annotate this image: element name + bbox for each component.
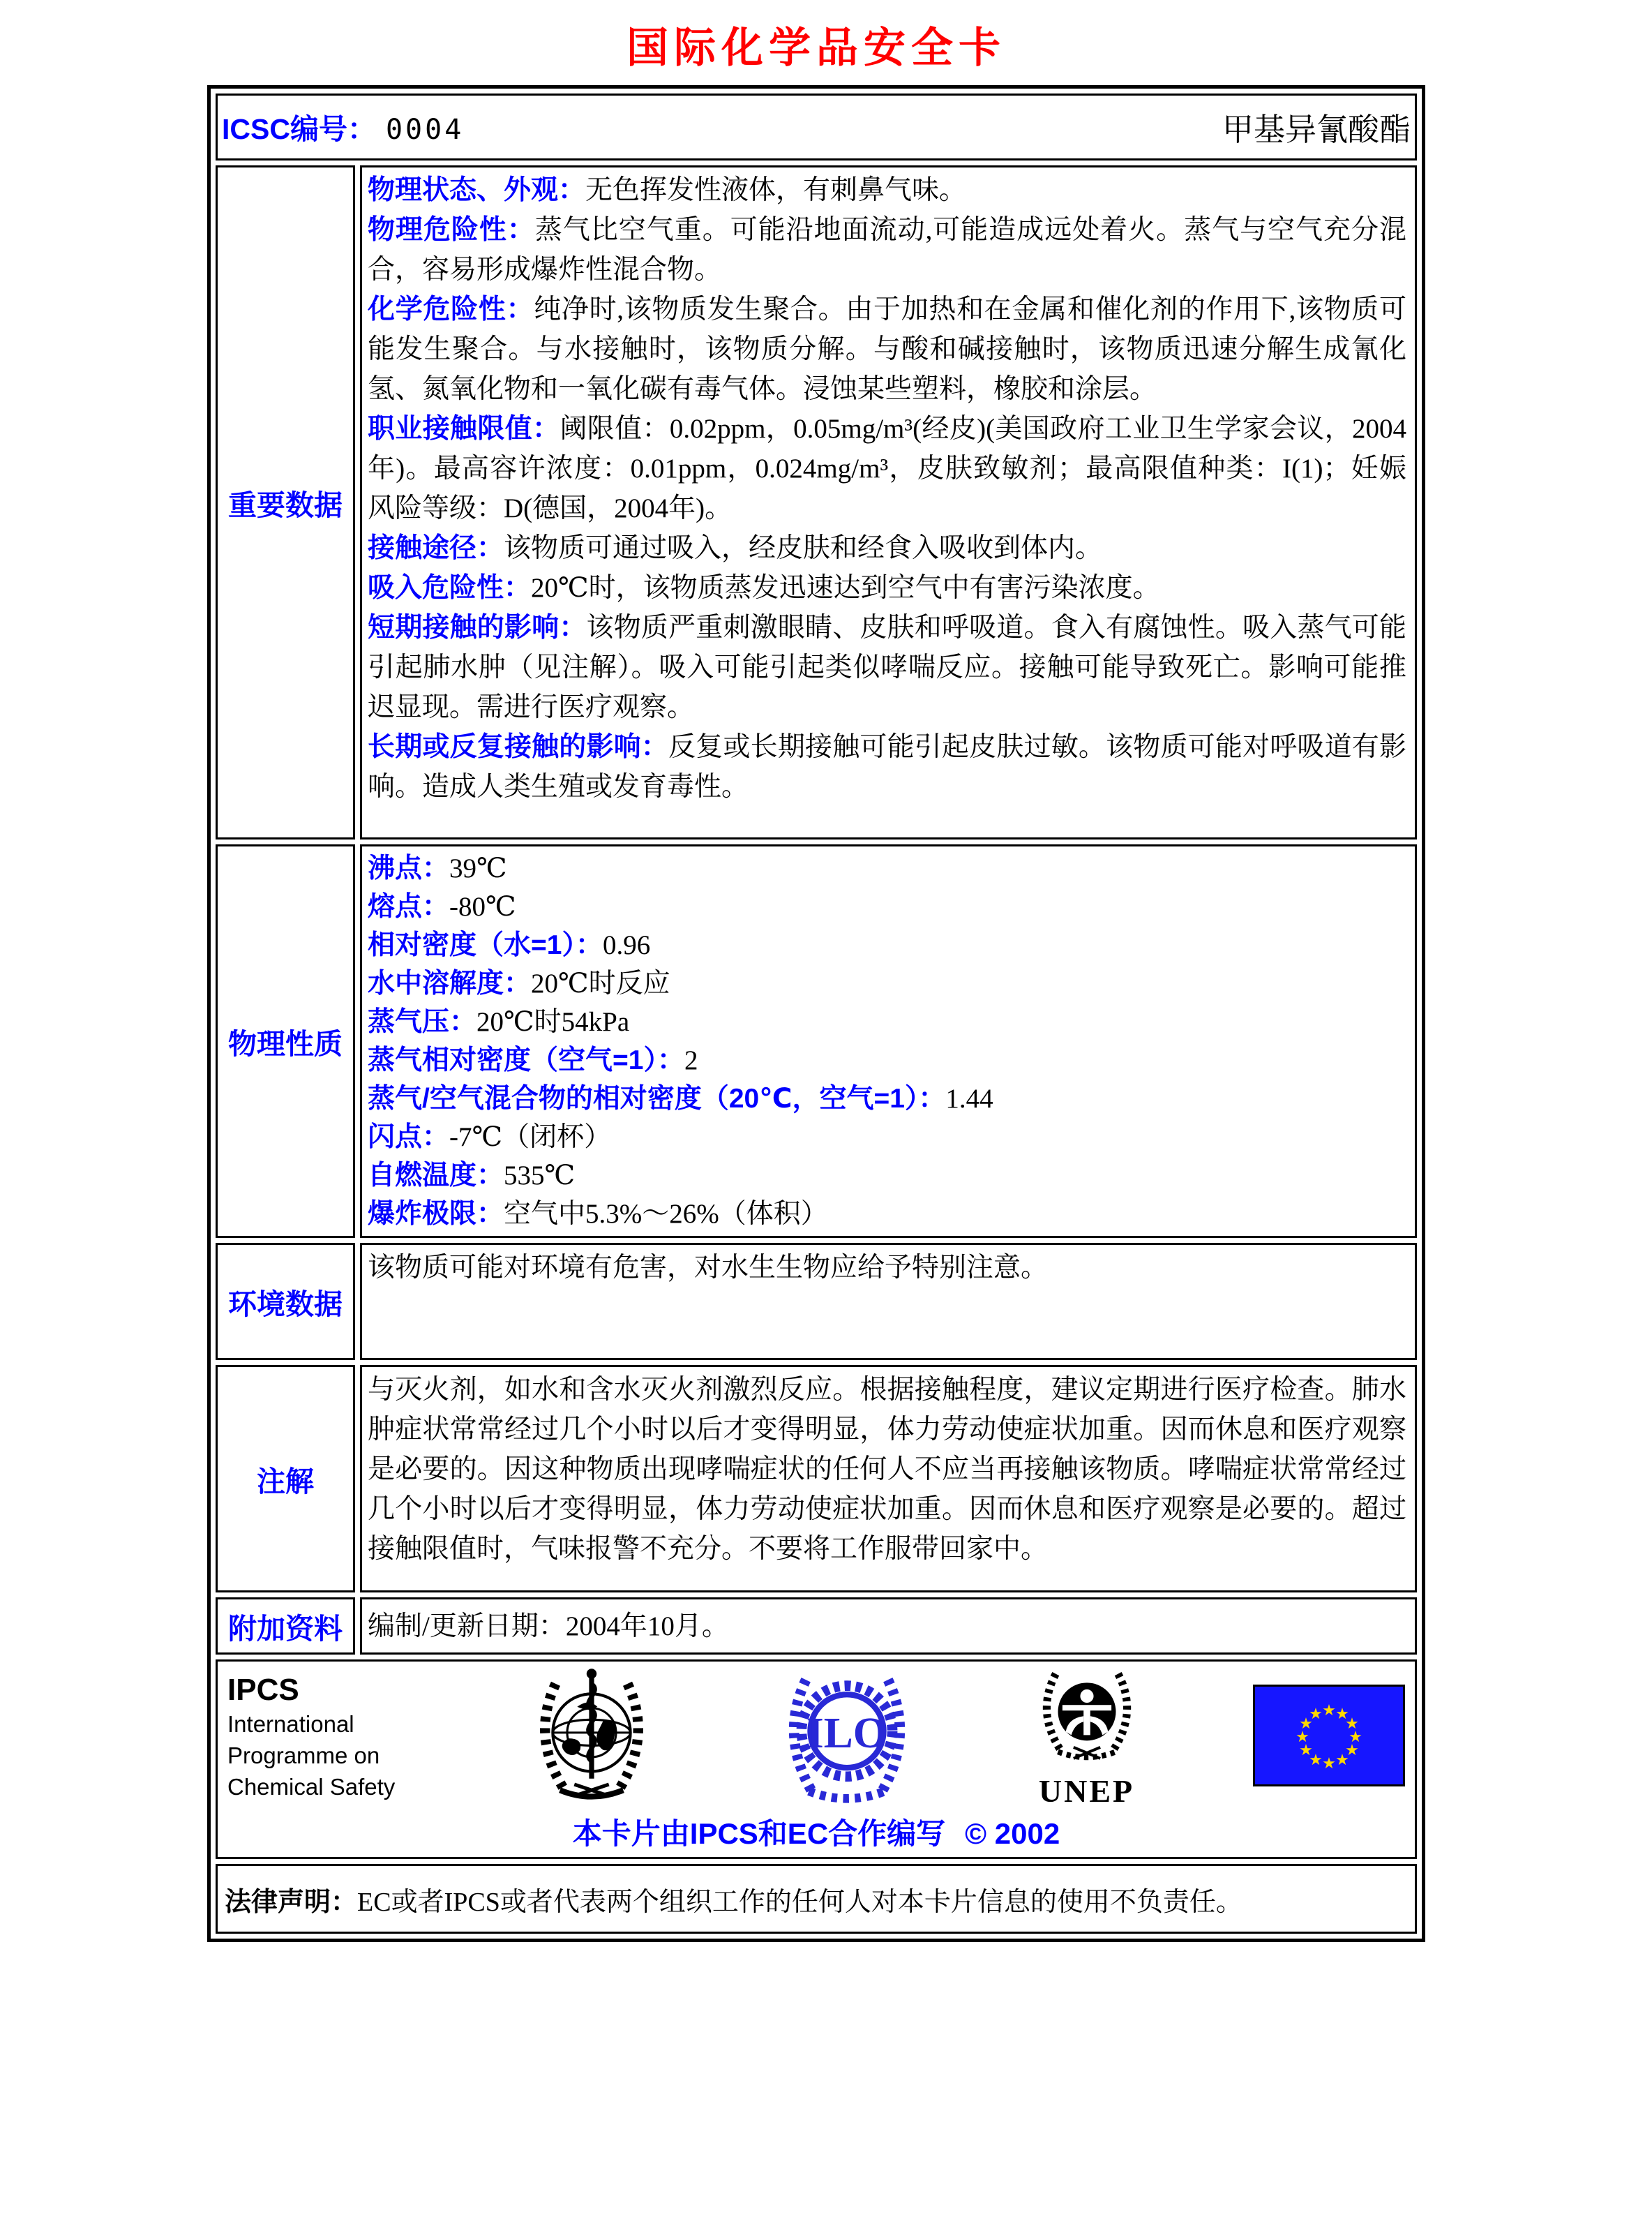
page-title: 国际化学品安全卡 <box>626 25 1006 71</box>
svg-text:★: ★ <box>1309 1705 1323 1723</box>
credit-line <box>227 1811 1405 1853</box>
logos-strip <box>227 1669 1405 1809</box>
field-long-term-effects: 长期或反复接触的影响：反复或长期接触可能引起皮肤过敏。该物质可能对呼吸道有影响。造成人类生殖或发育毒性。 <box>368 732 1406 802</box>
legal-label: 法律声明： <box>225 1887 358 1917</box>
notes-row <box>216 1365 1417 1592</box>
svg-text:★: ★ <box>1299 1741 1313 1759</box>
ipcs-acronym: IPCS <box>227 1672 299 1707</box>
prop-melting-point: 熔点：-80℃ <box>368 892 516 922</box>
unep-logo-block <box>1031 1667 1143 1807</box>
organizations-row <box>216 1659 1417 1859</box>
important-data-row <box>216 165 1417 839</box>
unep-wordmark: UNEP <box>1038 1773 1135 1809</box>
prop-water-solubility: 水中溶解度：20℃时反应 <box>368 969 670 999</box>
who-logo-icon <box>520 1664 663 1811</box>
important-data-content <box>360 165 1417 839</box>
icsc-card-table <box>207 85 1425 1942</box>
prop-vapor-pressure: 蒸气压：20℃时54kPa <box>368 1007 630 1037</box>
prop-flash-point: 闪点：-7℃（闭杯） <box>368 1122 612 1152</box>
svg-text:★: ★ <box>1296 1728 1309 1746</box>
ilo-logo-icon <box>774 1662 920 1812</box>
prop-vapor-density: 蒸气相对密度（空气=1）：2 <box>368 1045 698 1075</box>
additional-info-content: 编制/更新日期：2004年10月。 <box>360 1597 1417 1655</box>
svg-text:★: ★ <box>1335 1705 1349 1723</box>
icsc-number-group <box>222 106 464 147</box>
physical-properties-row-label: 物理性质 <box>216 844 355 1238</box>
field-short-term-effects: 短期接触的影响：该物质严重刺激眼睛、皮肤和呼吸道。食入有腐蚀性。吸入蒸气可能引起肺水肿（见注解）。吸入可能引起类似哮喘反应。接触可能导致死亡。影响可能推迟显现。需进行医疗观察。 <box>368 613 1406 722</box>
field-chemical-hazard: 化学危险性：纯净时,该物质发生聚合。由于加热和在金属和催化剂的作用下,该物质可能发生聚合。与水接触时，该物质分解。与酸和碱接触时，该物质迅速分解生成氰化氢、氮氧化物和一氧化碳有毒气体。浸蚀某些塑料，橡胶和涂层。 <box>368 294 1406 404</box>
card-header-row <box>216 94 1417 161</box>
svg-text:★: ★ <box>1299 1715 1313 1733</box>
environmental-data-row-label: 环境数据 <box>216 1243 355 1360</box>
svg-text:ILO: ILO <box>806 1708 887 1757</box>
credit-text: 本卡片由IPCS和EC合作编写 <box>572 1817 946 1850</box>
legal-text: EC或者IPCS或者代表两个组织工作的任何人对本卡片信息的使用不负责任。 <box>357 1887 1242 1917</box>
environmental-data-row <box>216 1243 1417 1360</box>
prop-autoignition-temp: 自燃温度：535℃ <box>368 1160 576 1191</box>
notes-row-label: 注解 <box>216 1365 355 1592</box>
field-occupational-limits: 职业接触限值：阈限值：0.02ppm，0.05mg/m³(经皮)(美国政府工业卫生学家会议，2004年)。最高容许浓度：0.01ppm，0.024mg/m³，皮肤致敏剂；最高限值种类：I(1)；妊娠风险等级：D(德国，2004年)。 <box>368 414 1406 523</box>
prop-boiling-point: 沸点：39℃ <box>368 853 507 883</box>
additional-info-row-label: 附加资料 <box>216 1597 355 1655</box>
icsc-number-label: ICSC编号： <box>222 112 376 145</box>
svg-text:★: ★ <box>1322 1701 1336 1719</box>
field-physical-state: 物理状态、外观：无色挥发性液体，有刺鼻气味。 <box>368 175 967 205</box>
svg-text:★: ★ <box>1309 1751 1323 1769</box>
notes-content: 与灭火剂，如水和含水灭火剂激烈反应。根据接触程度，建议定期进行医疗检查。肺水肿症状常常经过几个小时以后才变得明显，体力劳动使症状加重。因而休息和医疗观察是必要的。因这种物质出现哮喘症状的任何人不应当再接触该物质。哮喘症状常常经过几个小时以后才变得明显，体力劳动使症状加重。因而休息和医疗观察是必要的。超过接触限值时，气味报警不充分。不要将工作服带回家中。 <box>360 1365 1417 1592</box>
chemical-name: 甲基异氰酸酯 <box>1222 112 1411 147</box>
prop-relative-density: 相对密度（水=1）：0.96 <box>368 930 651 960</box>
field-inhalation-risk: 吸入危险性：20℃时，该物质蒸发迅速达到空气中有害污染浓度。 <box>368 573 1160 603</box>
icsc-number-value: 0004 <box>385 113 465 146</box>
eu-flag-icon <box>1253 1685 1405 1790</box>
svg-text:★: ★ <box>1335 1751 1349 1769</box>
unep-logo-icon <box>1031 1763 1143 1775</box>
safety-card-page <box>207 0 1425 1942</box>
important-data-row-label: 重要数据 <box>216 165 355 839</box>
environmental-data-content: 该物质可能对环境有危害，对水生生物应给予特别注意。 <box>360 1243 1417 1360</box>
svg-text:★: ★ <box>1345 1715 1359 1733</box>
field-physical-hazard: 物理危险性：蒸气比空气重。可能沿地面流动,可能造成远处着火。蒸气与空气充分混合，容易形成爆炸性混合物。 <box>368 215 1406 285</box>
physical-properties-row <box>216 844 1417 1238</box>
additional-info-row <box>216 1597 1417 1655</box>
svg-text:★: ★ <box>1322 1754 1336 1773</box>
copyright-text: © 2002 <box>965 1817 1060 1850</box>
prop-explosive-limits: 爆炸极限：空气中5.3%～26%（体积） <box>368 1199 828 1229</box>
ipcs-text-block: IPCS International Programme on Chemical Safety <box>227 1672 409 1803</box>
physical-properties-content <box>360 844 1417 1238</box>
svg-text:★: ★ <box>1345 1741 1359 1759</box>
svg-text:★: ★ <box>1349 1728 1362 1746</box>
legal-row <box>216 1864 1417 1934</box>
field-exposure-routes: 接触途径：该物质可通过吸入，经皮肤和经食入吸收到体内。 <box>368 533 1103 563</box>
prop-vapor-air-density: 蒸气/空气混合物的相对密度（20℃，空气=1）：1.44 <box>368 1084 993 1114</box>
